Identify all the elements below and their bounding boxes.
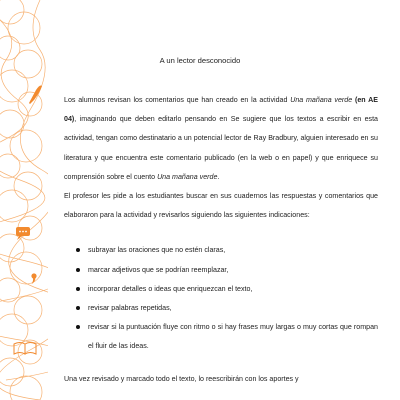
page-title: A un lector desconocido	[159, 56, 241, 65]
intro-paragraph: Los alumnos revisan los comentarios que han creado en la actividad Una mañana verde (en AE 04), imaginando que deben editarlo pensando en Se sugiere que los textos a escribir en esta actividad, tengan como destinatario a un potencial lector de Ray Bradbury, alguien interesado en su literatura y que encuentra este comentario publicado (en la web o en papel) y que enriquece su comprensión sobre el cuento Una mañana verde.	[64, 96, 378, 181]
closing-paragraph: Una vez revisado y marcado todo el texto, lo reescribirán con los aportes y	[64, 375, 299, 383]
bullet-icon	[76, 268, 80, 272]
bullet-icon	[76, 306, 80, 310]
list-item: revisar palabras repetidas,	[64, 299, 378, 318]
list-item: subrayar las oraciones que no estén claras,	[64, 241, 378, 260]
document-body	[64, 91, 378, 357]
bullet-icon	[76, 287, 80, 291]
instructions-paragraph: El profesor les pide a los estudiantes buscar en sus cuadernos las respuestas y comentarios que elaboraron para la actividad y revisarlos siguiendo las siguientes indicaciones:	[64, 192, 378, 220]
list-item: marcar adjetivos que se podrían reemplazar,	[64, 261, 378, 280]
list-item: revisar si la puntuación fluye con ritmo o si hay frases muy largas o muy cortas que rompan el fluir de las ideas.	[64, 318, 378, 356]
work-title: Una mañana verde	[290, 96, 353, 104]
work-title: Una mañana verde	[157, 172, 218, 181]
revision-checklist	[64, 241, 378, 356]
bullet-icon	[76, 248, 80, 252]
list-item: incorporar detalles o ideas que enriquezcan el texto,	[64, 280, 378, 299]
bullet-icon	[76, 325, 80, 329]
quill-icon	[29, 86, 42, 105]
